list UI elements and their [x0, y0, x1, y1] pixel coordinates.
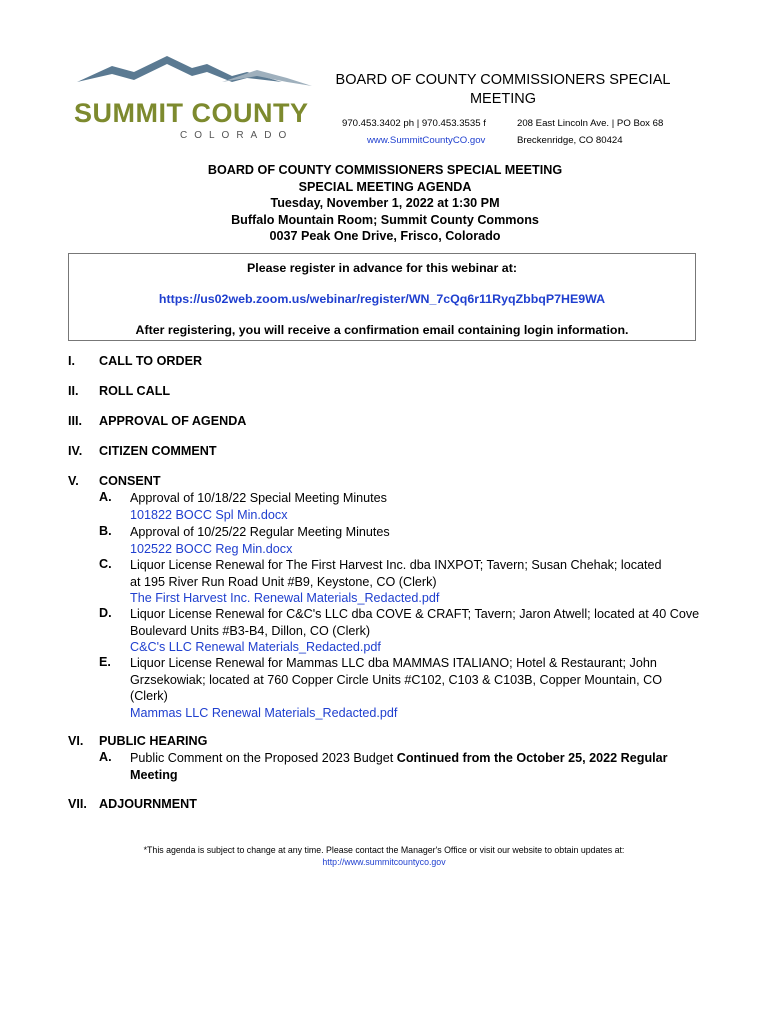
agenda-heading-line5: 0037 Peak One Drive, Frisco, Colorado [269, 229, 501, 244]
section-title-consent: CONSENT [99, 474, 161, 488]
webinar-register-box [68, 253, 696, 341]
summit-county-logo [72, 52, 317, 144]
section-title-approval-of-agenda: APPROVAL OF AGENDA [99, 414, 247, 428]
section-title-adjournment: ADJOURNMENT [99, 797, 197, 811]
header-address2: Breckenridge, CO 80424 [517, 135, 623, 146]
header-website-link[interactable]: www.SummitCountyCO.gov [367, 135, 486, 146]
item-letter: A. [99, 490, 112, 504]
section-number: VI. [68, 734, 84, 748]
header-phone: 970.453.3402 ph | 970.453.3535 f [342, 118, 486, 129]
consent-item-e [130, 655, 670, 721]
register-url-link[interactable]: https://us02web.zoom.us/webinar/register/WN_7cQq6r11RyqZbbqP7HE9WA [158, 292, 606, 306]
section-title-call-to-order: CALL TO ORDER [99, 354, 203, 368]
section-number: I. [68, 354, 75, 368]
item-text: Liquor License Renewal for C&C's LLC dba COVE & CRAFT; Tavern; Jaron Atwell; located at 40 Cove Boulevard Units #B3-B4, Dillon, CO (Clerk) [130, 607, 700, 638]
agenda-heading-line4: Buffalo Mountain Room; Summit County Commons [231, 212, 539, 227]
item-letter: E. [99, 655, 111, 669]
agenda-heading-line1: BOARD OF COUNTY COMMISSIONERS SPECIAL MEETING [207, 163, 563, 177]
consent-item-b [130, 524, 700, 557]
mountain-logo-icon [72, 52, 317, 98]
item-link[interactable]: 102522 BOCC Reg Min.docx [130, 541, 293, 556]
section-title-citizen-comment: CITIZEN COMMENT [99, 444, 217, 458]
header-address1: 208 East Lincoln Ave. | PO Box 68 [517, 118, 664, 129]
header-title-line1: BOARD OF COUNTY COMMISSIONERS SPECIAL [335, 72, 671, 88]
item-text: Approval of 10/18/22 Special Meeting Minutes [130, 491, 387, 505]
footer-disclaimer: *This agenda is subject to change at any time. Please contact the Manager's Office or visit our website to obtain updates at: [143, 845, 625, 855]
register-intro: Please register in advance for this webinar at: [247, 261, 517, 275]
item-text: Approval of 10/25/22 Regular Meeting Minutes [130, 525, 390, 539]
item-link[interactable]: 101822 BOCC Spl Min.docx [130, 507, 288, 522]
section-title-roll-call: ROLL CALL [99, 384, 171, 398]
consent-item-a [130, 490, 700, 523]
register-confirmation-note: After registering, you will receive a confirmation email containing login information. [135, 323, 629, 337]
item-link[interactable]: The First Harvest Inc. Renewal Materials_Redacted.pdf [130, 591, 440, 606]
logo-name: SUMMIT COUNTY [74, 98, 309, 128]
item-text: Liquor License Renewal for Mammas LLC dba MAMMAS ITALIANO; Hotel & Restaurant; John Grzsekowiak; located at 760 Copper Circle Units #C102, C103 & C103B, Copper Mountain, CO (Clerk) [130, 656, 662, 704]
consent-item-d [130, 606, 702, 656]
agenda-heading-line3: Tuesday, November 1, 2022 at 1:30 PM [270, 196, 500, 211]
item-text: Public Comment on the Proposed 2023 Budget [130, 751, 397, 765]
item-link[interactable]: Mammas LLC Renewal Materials_Redacted.pdf [130, 705, 398, 720]
item-text-bold: Continued from the October 25, 2022 Regular Meeting [130, 751, 668, 782]
footer-website-link[interactable]: http://www.summitcountyco.gov [322, 857, 446, 867]
consent-item-c [130, 557, 670, 607]
item-letter: B. [99, 524, 112, 538]
section-number: V. [68, 474, 79, 488]
section-number: II. [68, 384, 79, 398]
header-title-line2: MEETING [469, 91, 537, 107]
header-title [326, 71, 680, 109]
section-number: III. [68, 414, 82, 428]
agenda-heading-line2: SPECIAL MEETING AGENDA [298, 179, 472, 194]
section-number: IV. [68, 444, 83, 458]
public-hearing-item-a [130, 750, 670, 783]
item-text: Liquor License Renewal for The First Harvest Inc. dba INXPOT; Tavern; Susan Chehak; located at 195 River Run Road Unit #B9, Keystone, CO (Clerk) [130, 558, 662, 589]
item-letter: D. [99, 606, 112, 620]
section-number: VII. [68, 797, 87, 811]
section-title-public-hearing: PUBLIC HEARING [99, 734, 208, 748]
footer-note [70, 844, 698, 868]
logo-subtitle: COLORADO [180, 130, 294, 141]
item-letter: C. [99, 557, 112, 571]
agenda-heading [60, 162, 710, 245]
item-letter: A. [99, 750, 112, 764]
item-link[interactable]: C&C's LLC Renewal Materials_Redacted.pdf [130, 640, 381, 655]
